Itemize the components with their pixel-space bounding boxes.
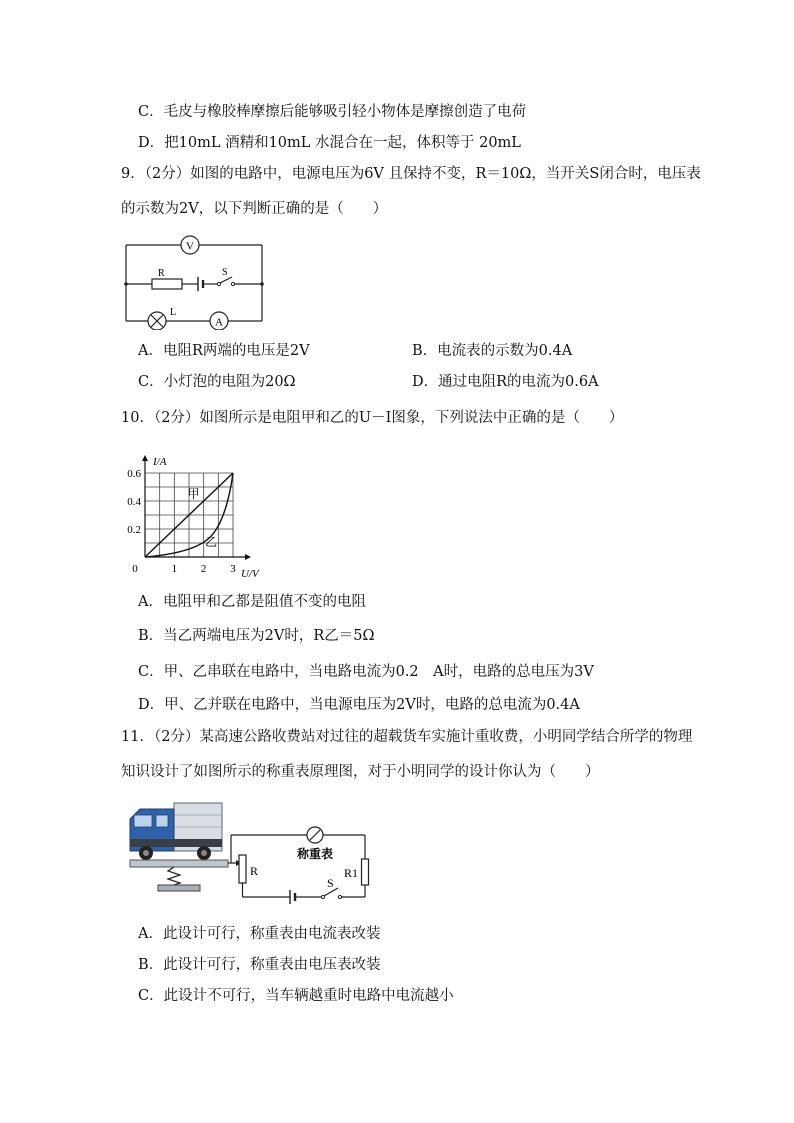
lamp-label: L <box>170 307 177 318</box>
switch-label: S <box>327 876 334 890</box>
resistor-r1-label: R1 <box>344 866 359 880</box>
resistor-r1-symbol <box>362 859 369 885</box>
q8-option-d: D．把10mL 酒精和10mL 水混合在一起，体积等于 20mL <box>138 135 521 151</box>
q9-option-c: C．小灯泡的电阻为20Ω <box>138 374 296 390</box>
q9-stem-line2: 的示数为2V，以下判断正确的是（ ） <box>121 201 388 217</box>
q10-u-i-chart <box>120 445 270 580</box>
q9-circuit-diagram <box>118 232 270 330</box>
spring-symbol <box>168 867 180 885</box>
switch-label: S <box>222 267 228 278</box>
y-tick-label: 0.6 <box>127 468 141 480</box>
series-label-yi: 乙 <box>205 534 218 549</box>
series-label-jia: 甲 <box>187 487 200 502</box>
q8-option-c: C．毛皮与橡胶棒摩擦后能够吸引轻小物体是摩擦创造了电荷 <box>138 104 527 120</box>
resistor-r-symbol <box>152 279 182 289</box>
truck-image <box>130 803 222 860</box>
x-tick-label: 3 <box>230 563 236 575</box>
q11-option-c: C．此设计不可行，当车辆越重时电路中电流越小 <box>138 988 454 1004</box>
q10-stem: 10．（2分）如图所示是电阻甲和乙的U－I图象，下列说法中正确的是（ ） <box>121 410 624 426</box>
q11-weighing-circuit <box>122 797 377 905</box>
y-axis-arrow <box>142 455 148 461</box>
q9-option-a: A．电阻R两端的电压是2V <box>138 343 310 359</box>
y-tick-label: 0.2 <box>127 524 141 536</box>
y-axis-label: I/A <box>153 456 167 468</box>
q9-stem-line1: 9．（2分）如图的电路中，电源电压为6V 且保持不变，R＝10Ω，当开关S闭合时，电压表 <box>121 166 701 182</box>
q10-option-b: B．当乙两端电压为2V时，R乙＝5Ω <box>138 628 375 644</box>
q11-stem-line2: 知识设计了如图所示的称重表原理图，对于小明同学的设计你认为（ ） <box>121 764 600 780</box>
q9-option-d: D．通过电阻R的电流为0.6A <box>412 374 599 390</box>
q10-option-c: C．甲、乙串联在电路中，当电路电流为0.2 A时，电路的总电压为3V <box>138 664 594 680</box>
x-tick-label: 0 <box>132 563 138 575</box>
q10-option-d: D．甲、乙并联在电路中，当电源电压为2V时，电路的总电流为0.4A <box>138 697 580 713</box>
voltmeter-label: V <box>186 240 194 253</box>
q10-option-a: A．电阻甲和乙都是阻值不变的电阻 <box>138 594 366 610</box>
q11-stem-line1: 11．（2分）某高速公路收费站对过往的超载货车实施计重收费，小明同学结合所学的物理 <box>121 729 693 745</box>
ammeter-label: A <box>215 316 223 329</box>
x-axis-label: U/V <box>241 568 259 580</box>
x-axis-arrow <box>245 554 251 560</box>
chart-labels <box>127 456 260 580</box>
q9-option-b: B．电流表的示数为0.4A <box>412 343 573 359</box>
weighing-meter-label: 称重表 <box>296 847 334 861</box>
x-tick-label: 1 <box>171 563 178 575</box>
resistor-r-label: R <box>158 268 165 279</box>
resistor-r-symbol <box>239 855 246 883</box>
q11-option-b: B．此设计可行，称重表由电压表改装 <box>138 957 381 973</box>
q11-option-a: A．此设计可行，称重表由电流表改装 <box>138 926 381 942</box>
y-tick-label: 0.4 <box>127 496 141 508</box>
scale-platform <box>130 860 228 867</box>
resistor-r-label: R <box>250 864 259 878</box>
x-tick-label: 2 <box>200 563 207 575</box>
